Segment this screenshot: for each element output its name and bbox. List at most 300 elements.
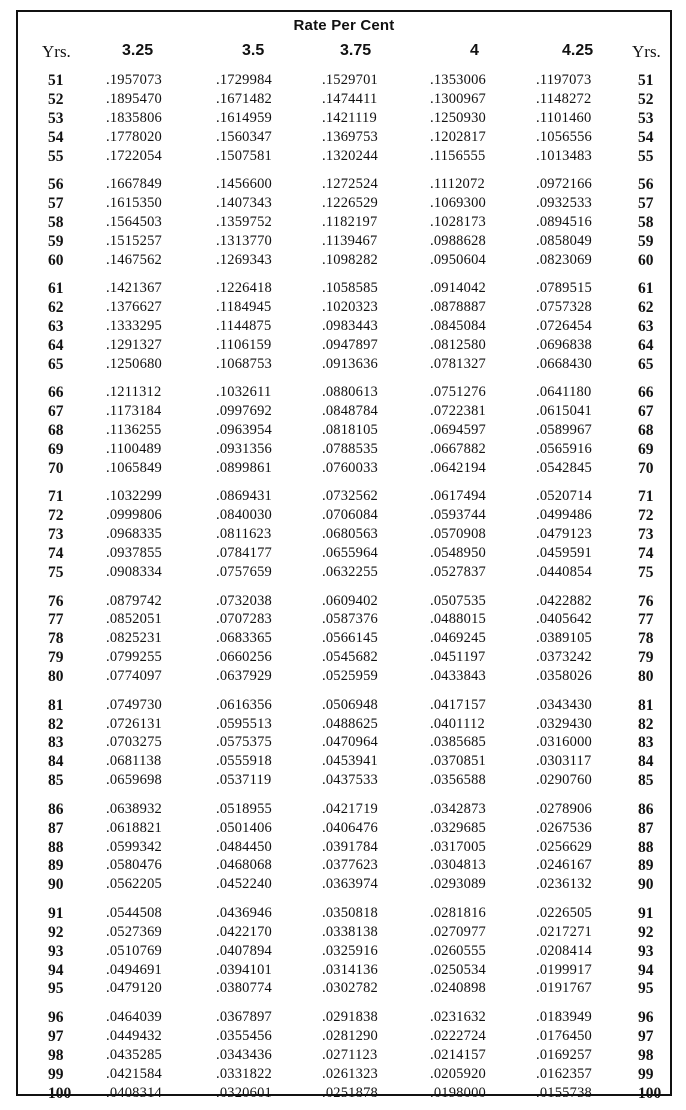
table-row [18, 252, 670, 271]
year-label-right: 88 [638, 838, 654, 856]
value-cell-rate-3-75: .1272524 [322, 176, 378, 193]
table-row [18, 318, 670, 337]
year-label-left: 96 [48, 1008, 64, 1026]
value-cell-rate-3-5: .0575375 [216, 734, 272, 751]
value-cell-rate-4: .0270977 [430, 923, 486, 940]
value-cell-rate-4: .0950604 [430, 251, 486, 268]
value-cell-rate-4-25: .0199917 [536, 961, 592, 978]
table-row [18, 403, 670, 422]
value-cell-rate-3-25: .1615350 [106, 195, 162, 211]
year-label-right: 96 [638, 1008, 654, 1026]
table-row [18, 214, 670, 233]
year-label-right: 57 [638, 195, 654, 212]
rate-title: Rate Per Cent [293, 17, 395, 34]
table-row [18, 649, 670, 668]
value-cell-rate-3-75: .0525959 [322, 668, 378, 685]
value-cell-rate-3-75: .0632255 [322, 564, 378, 580]
value-cell-rate-3-25: .0852051 [106, 611, 162, 628]
table-row [18, 734, 670, 753]
value-cell-rate-3-5: .0484450 [216, 838, 272, 855]
table-row [18, 943, 670, 962]
value-cell-rate-3-5: .0637929 [216, 668, 272, 685]
value-cell-rate-4: .0293089 [430, 876, 486, 893]
value-cell-rate-3-5: .1560347 [216, 128, 272, 145]
value-cell-rate-4: .0222724 [430, 1027, 486, 1044]
value-cell-rate-4: .0694597 [430, 422, 486, 439]
value-cell-rate-3-25: .1100489 [106, 441, 162, 457]
table-row [18, 195, 670, 214]
value-cell-rate-3-25: .0825231 [106, 630, 162, 647]
year-label-left: 73 [48, 526, 64, 544]
year-label-left: 64 [48, 336, 64, 354]
value-cell-rate-3-25: .1957073 [106, 72, 162, 88]
value-cell-rate-4: .0198000 [430, 1084, 486, 1101]
value-cell-rate-3-5: .0683365 [216, 630, 272, 647]
value-cell-rate-3-75: .1020323 [322, 299, 378, 316]
value-cell-rate-3-75: .1058585 [322, 280, 378, 297]
table-row [18, 876, 670, 895]
value-cell-rate-4: .1156555 [430, 147, 486, 164]
year-label-right: 98 [638, 1046, 654, 1064]
value-cell-rate-3-5: .1671482 [216, 90, 272, 107]
year-label-left: 54 [48, 128, 64, 146]
table-row [18, 924, 670, 943]
value-cell-rate-3-75: .0983443 [322, 318, 378, 334]
value-cell-rate-4-25: .0789515 [536, 280, 592, 297]
value-cell-rate-3-75: .0880613 [322, 384, 378, 401]
value-cell-rate-3-5: .0784177 [216, 545, 272, 562]
year-label-right: 59 [638, 232, 654, 250]
value-cell-rate-3-25: .0749730 [106, 696, 162, 713]
value-cell-rate-3-75: .1226529 [322, 195, 378, 211]
value-cell-rate-3-75: .0261323 [322, 1065, 378, 1082]
value-cell-rate-4-25: .1013483 [536, 147, 592, 164]
value-cell-rate-4-25: .0329430 [536, 715, 592, 732]
value-cell-rate-3-5: .1313770 [216, 232, 272, 249]
value-cell-rate-4-25: .0757328 [536, 299, 592, 316]
value-cell-rate-4: .0667882 [430, 441, 486, 457]
year-label-left: 95 [48, 980, 64, 998]
value-cell-rate-4-25: .0459591 [536, 545, 592, 562]
year-label-right: 65 [638, 355, 654, 373]
value-cell-rate-3-75: .1369753 [322, 128, 378, 145]
year-label-left: 77 [48, 611, 64, 629]
year-label-left: 92 [48, 923, 64, 941]
value-cell-rate-4-25: .0278906 [536, 800, 592, 817]
value-cell-rate-3-25: .0510769 [106, 942, 162, 959]
yrs-header-left: Yrs. [42, 42, 71, 61]
year-label-left: 52 [48, 90, 64, 108]
table-row [18, 488, 670, 507]
value-cell-rate-3-75: .1182197 [322, 213, 378, 230]
year-label-right: 61 [638, 280, 654, 298]
table-body [18, 12, 670, 1102]
year-label-left: 72 [48, 507, 64, 525]
value-cell-rate-4: .0240898 [430, 980, 486, 997]
value-cell-rate-3-5: .0501406 [216, 819, 272, 836]
value-cell-rate-3-5: .0757659 [216, 564, 272, 580]
year-label-left: 74 [48, 545, 64, 563]
table-row [18, 980, 670, 999]
year-label-left: 84 [48, 753, 64, 771]
year-label-left: 93 [48, 942, 64, 960]
table-row [18, 384, 670, 403]
value-cell-rate-3-5: .1184945 [216, 299, 272, 316]
year-label-left: 82 [48, 715, 64, 733]
value-cell-rate-4: .1250930 [430, 109, 486, 126]
value-cell-rate-3-25: .1211312 [106, 384, 162, 401]
value-cell-rate-4-25: .0236132 [536, 876, 592, 893]
year-label-left: 98 [48, 1046, 64, 1064]
value-cell-rate-4: .0250534 [430, 961, 486, 978]
year-label-left: 100 [48, 1084, 72, 1102]
value-cell-rate-4-25: .0422882 [536, 592, 592, 609]
value-cell-rate-3-25: .1564503 [106, 213, 162, 230]
value-cell-rate-3-5: .0660256 [216, 649, 272, 666]
table-row [18, 962, 670, 981]
value-cell-rate-4-25: .0256629 [536, 838, 592, 855]
year-label-right: 79 [638, 649, 654, 667]
rate-header-3-5: 3.5 [242, 42, 265, 59]
value-cell-rate-3-25: .1333295 [106, 318, 162, 334]
value-cell-rate-3-5: .1729984 [216, 72, 272, 88]
table-row [18, 1066, 670, 1085]
year-label-left: 66 [48, 384, 64, 402]
value-cell-rate-3-25: .0494691 [106, 961, 162, 978]
value-cell-rate-4: .0570908 [430, 526, 486, 543]
year-label-right: 54 [638, 128, 654, 146]
year-label-left: 86 [48, 800, 64, 818]
table-row [18, 526, 670, 545]
value-cell-rate-4-25: .0217271 [536, 923, 592, 940]
value-cell-rate-4: .0317005 [430, 838, 486, 855]
value-cell-rate-4-25: .0499486 [536, 507, 592, 524]
table-row [18, 772, 670, 791]
year-label-right: 72 [638, 507, 654, 525]
value-cell-rate-3-75: .0506948 [322, 696, 378, 713]
year-label-right: 95 [638, 980, 654, 998]
value-cell-rate-3-5: .0616356 [216, 696, 272, 713]
value-cell-rate-4: .0488015 [430, 611, 486, 628]
value-cell-rate-4-25: .0972166 [536, 176, 592, 193]
value-cell-rate-3-75: .0406476 [322, 819, 378, 836]
table-row [18, 753, 670, 772]
value-cell-rate-3-75: .1474411 [322, 90, 378, 107]
year-label-right: 52 [638, 90, 654, 108]
year-label-right: 56 [638, 176, 654, 194]
value-cell-rate-3-5: .0595513 [216, 715, 272, 732]
year-label-left: 71 [48, 488, 64, 506]
value-cell-rate-3-5: .0963954 [216, 422, 272, 439]
table-row [18, 697, 670, 716]
value-cell-rate-4: .0722381 [430, 403, 486, 420]
value-cell-rate-4-25: .0303117 [536, 753, 592, 770]
year-label-left: 60 [48, 251, 64, 269]
value-cell-rate-3-25: .1515257 [106, 232, 162, 249]
value-cell-rate-3-25: .0659698 [106, 772, 162, 789]
year-label-left: 57 [48, 195, 64, 212]
table-row [18, 857, 670, 876]
value-cell-rate-3-75: .0680563 [322, 526, 378, 543]
table-row [18, 611, 670, 630]
year-label-right: 82 [638, 715, 654, 733]
value-cell-rate-4-25: .0858049 [536, 232, 592, 249]
table-row [18, 1047, 670, 1066]
value-cell-rate-3-25: .0435285 [106, 1046, 162, 1063]
value-cell-rate-3-25: .0449432 [106, 1027, 162, 1044]
value-cell-rate-4-25: .0183949 [536, 1008, 592, 1025]
value-cell-rate-4-25: .0932533 [536, 195, 592, 211]
value-cell-rate-3-5: .0380774 [216, 980, 272, 997]
table-row [18, 176, 670, 195]
value-cell-rate-4: .0433843 [430, 668, 486, 685]
table-row [18, 630, 670, 649]
value-cell-rate-4: .0845084 [430, 318, 486, 334]
value-cell-rate-4-25: .0894516 [536, 213, 592, 230]
year-label-left: 62 [48, 299, 64, 317]
year-label-right: 55 [638, 147, 654, 165]
table-row [18, 280, 670, 299]
value-cell-rate-3-5: .0367897 [216, 1008, 272, 1025]
value-cell-rate-3-5: .0422170 [216, 923, 272, 940]
year-label-left: 68 [48, 422, 64, 440]
value-cell-rate-3-5: .1407343 [216, 195, 272, 211]
year-label-right: 64 [638, 336, 654, 354]
value-cell-rate-3-25: .1667849 [106, 176, 162, 193]
value-cell-rate-3-75: .0545682 [322, 649, 378, 666]
value-cell-rate-4: .0527837 [430, 564, 486, 580]
year-label-left: 59 [48, 232, 64, 250]
year-label-right: 93 [638, 942, 654, 960]
value-cell-rate-4-25: .0542845 [536, 459, 592, 476]
value-cell-rate-3-75: .0655964 [322, 545, 378, 562]
value-cell-rate-4-25: .0389105 [536, 630, 592, 647]
year-label-left: 94 [48, 961, 64, 979]
year-label-right: 89 [638, 857, 654, 875]
value-cell-rate-4: .0642194 [430, 459, 486, 476]
value-cell-rate-4-25: .0696838 [536, 336, 592, 353]
value-cell-rate-4: .0385685 [430, 734, 486, 751]
year-label-right: 68 [638, 422, 654, 440]
value-cell-rate-3-25: .0681138 [106, 753, 162, 770]
year-label-right: 53 [638, 109, 654, 127]
value-cell-rate-3-5: .0869431 [216, 488, 272, 505]
value-cell-rate-4-25: .0520714 [536, 488, 592, 505]
value-cell-rate-3-75: .0437533 [322, 772, 378, 789]
value-cell-rate-4: .0205920 [430, 1065, 486, 1082]
value-cell-rate-3-25: .1376627 [106, 299, 162, 316]
value-cell-rate-3-75: .1421119 [322, 109, 377, 126]
value-cell-rate-4-25: .0290760 [536, 772, 592, 789]
value-cell-rate-4-25: .0405642 [536, 611, 592, 628]
year-label-right: 83 [638, 734, 654, 752]
value-cell-rate-4: .0812580 [430, 336, 486, 353]
value-cell-rate-3-75: .0325916 [322, 942, 378, 959]
value-cell-rate-4: .0507535 [430, 592, 486, 609]
year-label-left: 89 [48, 857, 64, 875]
year-label-right: 87 [638, 819, 654, 837]
value-cell-rate-3-75: .0947897 [322, 336, 378, 353]
year-label-right: 62 [638, 299, 654, 317]
value-cell-rate-3-75: .0760033 [322, 459, 378, 476]
year-label-left: 76 [48, 592, 64, 610]
value-cell-rate-3-75: .0566145 [322, 630, 378, 647]
value-cell-rate-4: .0342873 [430, 800, 486, 817]
year-label-right: 73 [638, 526, 654, 544]
value-cell-rate-4-25: .0169257 [536, 1046, 592, 1063]
year-label-left: 61 [48, 280, 64, 298]
value-cell-rate-3-25: .0527369 [106, 923, 162, 940]
value-cell-rate-3-25: .0421584 [106, 1065, 162, 1082]
value-cell-rate-3-25: .0726131 [106, 715, 162, 732]
year-label-right: 99 [638, 1065, 654, 1083]
value-cell-rate-4: .0781327 [430, 355, 486, 372]
year-label-left: 51 [48, 72, 64, 89]
value-cell-rate-3-75: .0363974 [322, 876, 378, 893]
value-cell-rate-3-5: .0394101 [216, 961, 272, 978]
value-cell-rate-3-75: .0302782 [322, 980, 378, 997]
year-label-right: 100 [638, 1084, 662, 1102]
value-cell-rate-4-25: .0565916 [536, 441, 592, 457]
value-cell-rate-4-25: .0589967 [536, 422, 592, 439]
table-row [18, 441, 670, 460]
year-label-left: 97 [48, 1027, 64, 1045]
table-row [18, 356, 670, 375]
value-cell-rate-3-75: .0706084 [322, 507, 378, 524]
year-label-right: 86 [638, 800, 654, 818]
year-label-left: 55 [48, 147, 64, 165]
value-cell-rate-3-5: .1507581 [216, 147, 272, 164]
value-cell-rate-4: .0417157 [430, 696, 486, 713]
value-cell-rate-3-75: .0271123 [322, 1046, 378, 1063]
value-cell-rate-4-25: .1148272 [536, 90, 592, 107]
value-cell-rate-4-25: .0267536 [536, 819, 592, 836]
year-label-right: 80 [638, 668, 654, 686]
year-label-left: 67 [48, 403, 64, 421]
year-label-right: 84 [638, 753, 654, 771]
year-label-left: 81 [48, 696, 64, 714]
value-cell-rate-3-25: .0544508 [106, 904, 162, 921]
value-cell-rate-3-25: .1291327 [106, 336, 162, 353]
value-cell-rate-4: .1353006 [430, 72, 486, 88]
value-cell-rate-3-75: .0391784 [322, 838, 378, 855]
value-cell-rate-3-5: .1106159 [216, 336, 272, 353]
value-cell-rate-4-25: .0373242 [536, 649, 592, 666]
year-label-left: 99 [48, 1065, 64, 1083]
year-label-left: 75 [48, 564, 64, 581]
value-cell-rate-3-75: .1320244 [322, 147, 378, 164]
value-cell-rate-4: .0548950 [430, 545, 486, 562]
value-cell-rate-4-25: .0176450 [536, 1027, 592, 1044]
value-cell-rate-3-5: .0537119 [216, 772, 272, 789]
value-cell-rate-3-25: .1173184 [106, 403, 162, 420]
value-cell-rate-4: .0988628 [430, 232, 486, 249]
value-cell-rate-3-5: .0343436 [216, 1046, 272, 1063]
year-label-right: 60 [638, 251, 654, 269]
value-cell-rate-3-5: .0899861 [216, 459, 272, 476]
year-label-right: 78 [638, 630, 654, 648]
year-label-left: 78 [48, 630, 64, 648]
value-cell-rate-3-25: .1467562 [106, 251, 162, 268]
value-cell-rate-3-5: .1456600 [216, 176, 272, 193]
value-cell-rate-4-25: .0615041 [536, 403, 592, 420]
value-cell-rate-3-5: .1614959 [216, 109, 272, 126]
value-cell-rate-3-25: .1032299 [106, 488, 162, 505]
table-row [18, 129, 670, 148]
value-cell-rate-3-25: .1778020 [106, 128, 162, 145]
value-cell-rate-3-75: .0453941 [322, 753, 378, 770]
year-label-right: 92 [638, 923, 654, 941]
value-cell-rate-3-5: .0331822 [216, 1065, 272, 1082]
value-cell-rate-4: .0451197 [430, 649, 486, 666]
year-label-right: 81 [638, 696, 654, 714]
year-label-right: 71 [638, 488, 654, 506]
year-label-right: 76 [638, 592, 654, 610]
table-row [18, 337, 670, 356]
value-cell-rate-3-25: .0408314 [106, 1084, 162, 1101]
value-cell-rate-4-25: .0358026 [536, 668, 592, 685]
value-cell-rate-3-75: .0314136 [322, 961, 378, 978]
value-cell-rate-3-5: .0407894 [216, 942, 272, 959]
value-cell-rate-3-5: .0811623 [216, 526, 272, 543]
year-label-left: 91 [48, 904, 64, 922]
value-cell-rate-3-5: .0320601 [216, 1084, 272, 1101]
value-cell-rate-3-25: .0703275 [106, 734, 162, 751]
value-cell-rate-4-25: .0208414 [536, 942, 592, 959]
value-cell-rate-3-75: .0251878 [322, 1084, 378, 1101]
value-cell-rate-3-25: .1895470 [106, 90, 162, 107]
value-cell-rate-3-75: .0788535 [322, 441, 378, 457]
year-label-right: 77 [638, 611, 654, 629]
value-cell-rate-3-75: .0609402 [322, 592, 378, 609]
year-label-right: 90 [638, 876, 654, 894]
value-cell-rate-3-5: .0436946 [216, 904, 272, 921]
value-cell-rate-3-75: .0421719 [322, 800, 378, 817]
year-label-left: 88 [48, 838, 64, 856]
value-cell-rate-3-5: .0732038 [216, 592, 272, 609]
value-cell-rate-3-5: .1226418 [216, 280, 272, 297]
value-cell-rate-4-25: .0641180 [536, 384, 592, 401]
value-cell-rate-3-25: .1136255 [106, 422, 162, 439]
value-cell-rate-4-25: .0440854 [536, 564, 592, 580]
value-cell-rate-3-25: .0464039 [106, 1008, 162, 1025]
value-cell-rate-4: .0231632 [430, 1008, 486, 1025]
value-cell-rate-3-5: .0355456 [216, 1027, 272, 1044]
value-cell-rate-3-5: .0931356 [216, 441, 272, 457]
value-cell-rate-3-25: .0599342 [106, 838, 162, 855]
value-cell-rate-3-25: .0479120 [106, 980, 162, 997]
year-label-left: 53 [48, 109, 64, 127]
year-label-left: 83 [48, 734, 64, 752]
value-cell-rate-4: .0304813 [430, 857, 486, 874]
rate-header-4: 4 [470, 42, 479, 59]
year-label-left: 87 [48, 819, 64, 837]
value-cell-rate-4-25: .0246167 [536, 857, 592, 874]
value-cell-rate-4-25: .0726454 [536, 318, 592, 334]
table-row [18, 564, 670, 583]
value-cell-rate-4-25: .1101460 [536, 109, 592, 126]
table-row [18, 905, 670, 924]
value-cell-rate-3-25: .0999806 [106, 507, 162, 524]
value-cell-rate-3-75: .0291838 [322, 1008, 378, 1025]
value-cell-rate-4: .0260555 [430, 942, 486, 959]
year-label-left: 70 [48, 459, 64, 477]
value-cell-rate-3-25: .1421367 [106, 280, 162, 297]
rate-header-3-25: 3.25 [122, 42, 154, 59]
value-cell-rate-3-25: .0562205 [106, 876, 162, 893]
year-label-right: 51 [638, 72, 654, 89]
table-row [18, 1009, 670, 1028]
